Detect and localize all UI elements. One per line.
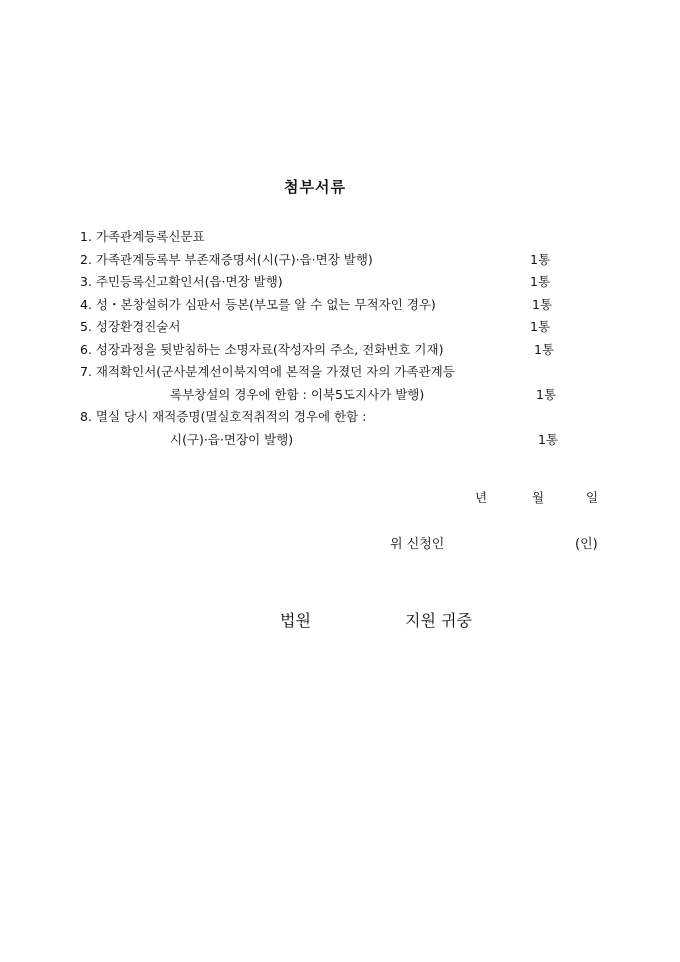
attachment-item — [80, 249, 600, 272]
attachment-item — [80, 384, 600, 407]
date-year: 년 — [475, 490, 488, 505]
attachment-item — [80, 294, 600, 317]
attachment-item — [80, 361, 600, 384]
attachment-text: 7. 재적확인서(군사분계선이북지역에 본적을 가졌던 자의 가족관계등 — [80, 364, 455, 379]
date-day: 일 — [586, 490, 599, 505]
attachment-item — [80, 271, 600, 294]
attachment-text: 록부창설의 경우에 한함 : 이북5도지사가 발행) — [170, 386, 425, 402]
court-name: 법원 — [280, 611, 311, 630]
attachment-count: 1통 — [530, 319, 551, 334]
attachment-item — [80, 429, 600, 452]
attachment-text: 5. 성장환경진술서 — [80, 319, 181, 334]
attachment-item — [80, 339, 600, 362]
attachment-count: 1통 — [530, 251, 551, 267]
attachment-count: 1통 — [536, 386, 557, 402]
applicant-seal: (인) — [575, 537, 598, 552]
attachment-list — [80, 226, 600, 451]
document-title: 첨부서류 — [284, 178, 346, 196]
attachment-item — [80, 226, 600, 249]
attachment-item — [80, 406, 600, 429]
attachment-count: 1통 — [534, 341, 555, 357]
attachment-text: 8. 멸실 당시 재적증명(멸실호적취적의 경우에 한함 : — [80, 409, 367, 424]
date-month: 월 — [532, 490, 545, 505]
attachment-item — [80, 316, 600, 339]
court-branch: 지원 귀중 — [405, 611, 472, 630]
attachment-text: 1. 가족관계등록신문표 — [80, 229, 205, 244]
attachment-text: 4. 성・본창설허가 심판서 등본(부모를 알 수 없는 무적자인 경우) — [80, 296, 436, 312]
attachment-count: 1통 — [532, 296, 553, 312]
applicant-label: 위 신청인 — [390, 537, 445, 552]
attachment-text: 2. 가족관계등록부 부존재증명서(시(구)·읍·면장 발행) — [80, 251, 373, 267]
attachment-text: 3. 주민등록신고확인서(읍·면장 발행) — [80, 274, 283, 289]
attachment-count: 1통 — [530, 274, 551, 289]
attachment-text: 6. 성장과정을 뒷받침하는 소명자료(작성자의 주소, 전화번호 기재) — [80, 341, 444, 357]
attachment-count: 1통 — [538, 431, 559, 447]
attachment-text: 시(구)·읍·면장이 발행) — [170, 431, 294, 447]
